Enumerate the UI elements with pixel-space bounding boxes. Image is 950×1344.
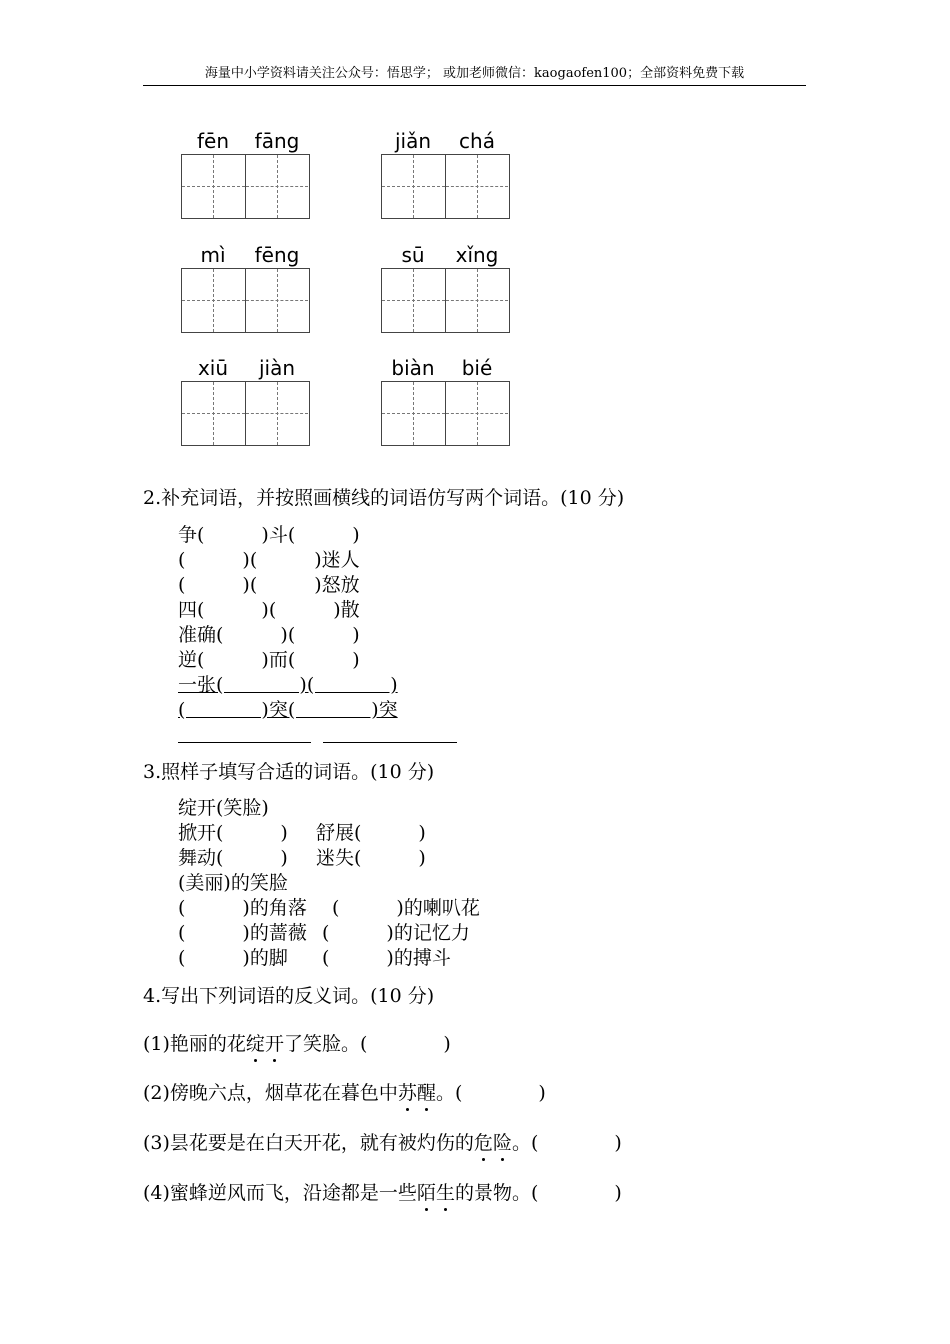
pinyin-syllable: jiǎn [394, 129, 432, 153]
pinyin-syllable: biàn [391, 356, 435, 380]
writing-grid[interactable] [381, 154, 510, 219]
fill-line[interactable]: 迷失( ) [316, 847, 426, 869]
pinyin-box [381, 355, 511, 446]
fill-line[interactable]: 舞动( ) [178, 847, 288, 869]
item-text: 。( ) [435, 1082, 546, 1104]
pinyin-box [381, 242, 511, 333]
underlined-example[interactable]: 一张( )( ) [178, 674, 398, 696]
writing-grid[interactable] [181, 381, 310, 446]
emphasized-char: 危 [473, 1132, 493, 1154]
answer-blank[interactable] [178, 742, 311, 743]
emphasized-char: 生 [435, 1182, 455, 1204]
fill-line[interactable]: 逆( )而( ) [178, 649, 360, 671]
antonym-item[interactable] [143, 1032, 451, 1056]
fill-line[interactable]: ( )的搏斗 [322, 947, 451, 969]
item-text: (2)傍晚六点，烟草花在暮色中 [143, 1082, 398, 1104]
emphasized-char: 醒 [416, 1082, 436, 1104]
fill-line[interactable]: 争( )斗( ) [178, 524, 360, 546]
fill-line[interactable]: ( )的蔷薇 [178, 922, 307, 944]
fill-line[interactable]: ( )的记忆力 [322, 922, 470, 944]
writing-grid[interactable] [181, 268, 310, 333]
pinyin-box [181, 355, 311, 446]
pinyin-syllable: xǐng [455, 243, 499, 267]
pinyin-box [181, 128, 311, 219]
pinyin-syllable: xiū [197, 356, 229, 380]
pinyin-syllable: bié [461, 356, 493, 380]
fill-line[interactable]: ( )的角落 [178, 897, 307, 919]
item-text: 的景物。( ) [454, 1182, 622, 1204]
item-text: (4)蜜蜂逆风而飞，沿途都是一些 [143, 1182, 417, 1204]
fill-line[interactable]: 四( )( )散 [178, 599, 360, 621]
pinyin-syllable: fēn [196, 129, 230, 153]
fill-line[interactable]: 准确( )( ) [178, 624, 360, 646]
pinyin-syllable: mì [200, 243, 226, 267]
underlined-example[interactable]: ( )突( )突 [178, 699, 398, 721]
question-3-title: 3.照样子填写合适的词语。(10 分) [143, 761, 435, 783]
question-4-title: 4.写出下列词语的反义词。(10 分) [143, 985, 435, 1007]
item-text: 。( ) [511, 1132, 622, 1154]
emphasized-char: 绽 [245, 1033, 265, 1055]
pinyin-syllable: chá [459, 129, 495, 153]
antonym-item[interactable] [143, 1081, 546, 1105]
fill-line[interactable]: 掀开( ) [178, 822, 288, 844]
item-text: (3)昙花要是在白天开花，就有被灼伤的 [143, 1132, 474, 1154]
example-line: 绽开(笑脸) [178, 797, 269, 819]
fill-line[interactable]: ( )的脚 [178, 947, 288, 969]
fill-line[interactable]: ( )的喇叭花 [332, 897, 480, 919]
pinyin-syllable: sū [401, 243, 425, 267]
item-text: 了笑脸。( ) [283, 1033, 451, 1055]
pinyin-syllable: fēng [254, 243, 300, 267]
pinyin-box [381, 128, 511, 219]
writing-grid[interactable] [181, 154, 310, 219]
emphasized-char: 苏 [397, 1082, 417, 1104]
fill-line[interactable]: ( )( )怒放 [178, 574, 360, 596]
emphasized-char: 开 [264, 1033, 284, 1055]
antonym-item[interactable] [143, 1131, 622, 1155]
question-2-title: 2.补充词语，并按照画横线的词语仿写两个词语。(10 分) [143, 487, 625, 509]
header-rule [143, 85, 806, 86]
item-text: (1)艳丽的花 [143, 1033, 246, 1055]
writing-grid[interactable] [381, 268, 510, 333]
pinyin-syllable: fāng [254, 129, 300, 153]
writing-grid[interactable] [381, 381, 510, 446]
fill-line[interactable]: ( )( )迷人 [178, 549, 360, 571]
antonym-item[interactable] [143, 1181, 622, 1205]
emphasized-char: 陌 [416, 1182, 436, 1204]
page-header: 海量中小学资料请关注公众号：悟思学； 或加老师微信：kaogaofen100；全部资料免费下载 [204, 66, 745, 81]
pinyin-syllable: jiàn [258, 356, 296, 380]
pinyin-box [181, 242, 311, 333]
answer-blank[interactable] [323, 742, 457, 743]
fill-line[interactable]: 舒展( ) [316, 822, 426, 844]
emphasized-char: 险 [492, 1132, 512, 1154]
example-line: (美丽)的笑脸 [178, 872, 288, 894]
